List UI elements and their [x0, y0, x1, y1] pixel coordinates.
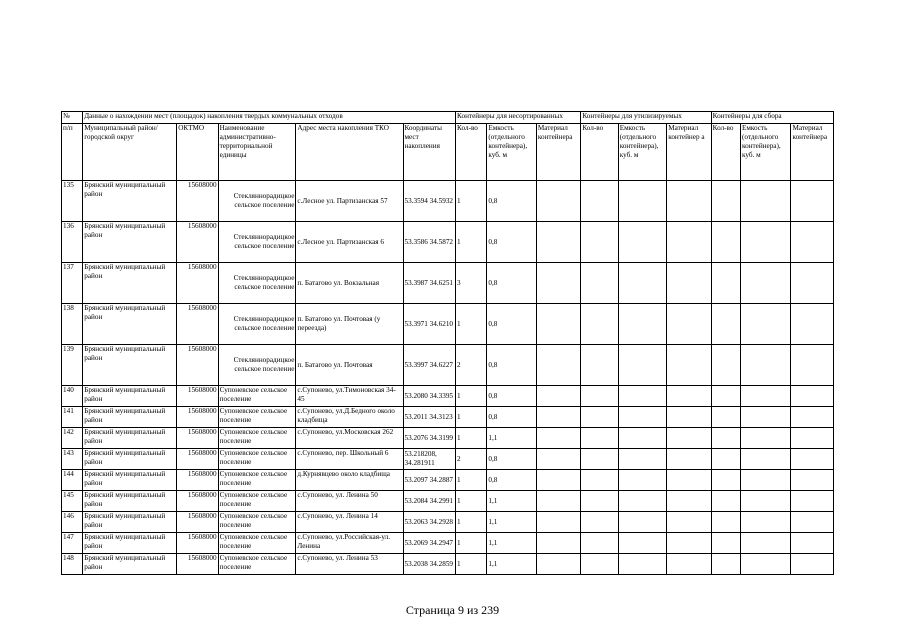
cell-address: с.Супонево, ул. Ленина 53 [296, 554, 403, 575]
cell-count2 [581, 470, 618, 491]
cell-settlement: Супоневское сельское поселение [218, 407, 296, 428]
cell-volume: 0,8 [487, 181, 537, 222]
cell-count: 1 [456, 181, 487, 222]
cell-count: 2 [456, 345, 487, 386]
cell-oktmo: 15608000 [177, 222, 218, 263]
table-row [62, 428, 834, 449]
header-volume: Емкость (отдельного контейнера), куб. м [487, 124, 537, 181]
cell-district: Брянский муниципальный район [83, 386, 177, 407]
cell-oktmo: 15608000 [177, 181, 218, 222]
cell-district: Брянский муниципальный район [83, 491, 177, 512]
cell-number: 140 [62, 386, 83, 407]
table-row [62, 345, 834, 386]
cell-volume2 [618, 554, 667, 575]
header-group-recycle: Контейнеры для утилизируемых [581, 112, 711, 124]
cell-district: Брянский муниципальный район [83, 181, 177, 222]
cell-volume2 [618, 407, 667, 428]
cell-address: с.Супонево, ул.Д.Бедного около кладбища [296, 407, 403, 428]
cell-address: с.Супонево, ул.Тимоновская 34-45 [296, 386, 403, 407]
cell-district: Брянский муниципальный район [83, 554, 177, 575]
cell-volume: 1,1 [487, 512, 537, 533]
cell-volume2 [618, 512, 667, 533]
header-group-location: Данные о нахождении мест (площадок) накопления твердых коммунальных отходов [83, 112, 456, 124]
cell-address: п. Батагово ул. Вокзальная [296, 263, 403, 304]
table-row [62, 491, 834, 512]
cell-count3 [711, 181, 740, 222]
cell-material [536, 428, 580, 449]
table-row [62, 407, 834, 428]
cell-settlement: Супоневское сельское поселение [218, 470, 296, 491]
cell-settlement: Супоневское сельское поселение [218, 512, 296, 533]
cell-count3 [711, 491, 740, 512]
cell-oktmo: 15608000 [177, 470, 218, 491]
cell-district: Брянский муниципальный район [83, 428, 177, 449]
cell-coords: 53.2069 34.2947 [403, 533, 456, 554]
header-address: Адрес места накопления ТКО [296, 124, 403, 181]
cell-oktmo: 15608000 [177, 491, 218, 512]
header-group-collect: Контейнеры для сбора [711, 112, 833, 124]
cell-volume: 0,8 [487, 345, 537, 386]
cell-count3 [711, 470, 740, 491]
header-count2: Кол-во [581, 124, 618, 181]
cell-volume3 [740, 263, 791, 304]
cell-district: Брянский муниципальный район [83, 222, 177, 263]
cell-district: Брянский муниципальный район [83, 533, 177, 554]
header-count3: Кол-во [711, 124, 740, 181]
cell-volume2 [618, 263, 667, 304]
cell-settlement: Стекляннорадицкое сельское поселение [218, 181, 296, 222]
cell-address: с.Лесное ул. Партизанская 6 [296, 222, 403, 263]
header-material3: Материал контейнера [791, 124, 834, 181]
cell-material2 [667, 181, 711, 222]
cell-volume: 0,8 [487, 263, 537, 304]
cell-volume2 [618, 181, 667, 222]
cell-volume: 1,1 [487, 554, 537, 575]
cell-number: 136 [62, 222, 83, 263]
cell-material3 [791, 386, 834, 407]
cell-district: Брянский муниципальный район [83, 407, 177, 428]
cell-material2 [667, 470, 711, 491]
cell-address: д.Курнявцево около кладбища [296, 470, 403, 491]
cell-address: с.Супонево, ул.Российская-ул. Ленина [296, 533, 403, 554]
cell-address: с.Супонево, пер. Школьный 6 [296, 449, 403, 470]
cell-volume3 [740, 428, 791, 449]
cell-volume3 [740, 470, 791, 491]
cell-material [536, 263, 580, 304]
cell-district: Брянский муниципальный район [83, 512, 177, 533]
cell-volume3 [740, 554, 791, 575]
cell-material [536, 533, 580, 554]
cell-coords: 53.3586 34.5872 [403, 222, 456, 263]
cell-volume: 0,8 [487, 222, 537, 263]
cell-material3 [791, 554, 834, 575]
cell-count: 2 [456, 449, 487, 470]
cell-count: 1 [456, 407, 487, 428]
cell-material3 [791, 533, 834, 554]
cell-number: 148 [62, 554, 83, 575]
cell-material3 [791, 181, 834, 222]
cell-material [536, 554, 580, 575]
cell-material3 [791, 263, 834, 304]
cell-count3 [711, 533, 740, 554]
table-row [62, 222, 834, 263]
cell-volume3 [740, 512, 791, 533]
cell-volume: 1,1 [487, 533, 537, 554]
cell-volume2 [618, 386, 667, 407]
cell-volume3 [740, 386, 791, 407]
cell-number: 143 [62, 449, 83, 470]
cell-volume2 [618, 491, 667, 512]
cell-settlement: Супоневское сельское поселение [218, 428, 296, 449]
registry-table [61, 111, 834, 575]
cell-address: п. Батагово ул. Почтовая (у переезда) [296, 304, 403, 345]
cell-count: 1 [456, 470, 487, 491]
cell-volume: 1,1 [487, 428, 537, 449]
cell-settlement: Супоневское сельское поселение [218, 533, 296, 554]
cell-material2 [667, 533, 711, 554]
table-row [62, 470, 834, 491]
cell-settlement: Стекляннорадицкое сельское поселение [218, 304, 296, 345]
header-material: Материал контейнера [536, 124, 580, 181]
cell-material3 [791, 407, 834, 428]
cell-district: Брянский муниципальный район [83, 304, 177, 345]
cell-count3 [711, 345, 740, 386]
cell-number: 135 [62, 181, 83, 222]
cell-district: Брянский муниципальный район [83, 449, 177, 470]
cell-coords: 53.2080 34.3395 [403, 386, 456, 407]
cell-coords: 53.3971 34.6210 [403, 304, 456, 345]
cell-volume2 [618, 449, 667, 470]
cell-oktmo: 15608000 [177, 449, 218, 470]
header-num2: п/п [62, 124, 83, 181]
cell-volume2 [618, 428, 667, 449]
cell-material2 [667, 386, 711, 407]
cell-material3 [791, 512, 834, 533]
cell-settlement: Супоневское сельское поселение [218, 491, 296, 512]
cell-material [536, 181, 580, 222]
cell-address: с.Супонево, ул.Московская 262 [296, 428, 403, 449]
cell-material [536, 449, 580, 470]
cell-count2 [581, 512, 618, 533]
cell-volume2 [618, 345, 667, 386]
table-row [62, 304, 834, 345]
cell-material3 [791, 428, 834, 449]
cell-material2 [667, 222, 711, 263]
header-num: № [62, 112, 83, 124]
table-row [62, 533, 834, 554]
cell-volume2 [618, 304, 667, 345]
header-volume3: Емкость (отдельного контейнера), куб. м [740, 124, 791, 181]
cell-address: с.Супонево, ул. Ленина 14 [296, 512, 403, 533]
cell-count2 [581, 491, 618, 512]
cell-material [536, 345, 580, 386]
header-municipal: Муниципальный район/городской округ [83, 124, 177, 181]
cell-material2 [667, 407, 711, 428]
cell-count: 1 [456, 386, 487, 407]
cell-coords: 53.3594 34.5932 [403, 181, 456, 222]
table-row [62, 554, 834, 575]
cell-count2 [581, 181, 618, 222]
cell-coords: 53.2076 34.3199 [403, 428, 456, 449]
cell-number: 138 [62, 304, 83, 345]
cell-count: 3 [456, 263, 487, 304]
header-columns-row [62, 124, 834, 181]
cell-count2 [581, 222, 618, 263]
cell-count2 [581, 449, 618, 470]
cell-settlement: Стекляннорадицкое сельское поселение [218, 263, 296, 304]
cell-number: 145 [62, 491, 83, 512]
cell-volume: 0,8 [487, 449, 537, 470]
cell-volume2 [618, 533, 667, 554]
cell-volume3 [740, 304, 791, 345]
cell-count2 [581, 304, 618, 345]
cell-count2 [581, 263, 618, 304]
page-number: Страница 9 из 239 [405, 603, 500, 617]
table-row [62, 386, 834, 407]
cell-material2 [667, 491, 711, 512]
cell-number: 139 [62, 345, 83, 386]
cell-coords: 53.2038 34.2859 [403, 554, 456, 575]
cell-coords: 53.2097 34.2887 [403, 470, 456, 491]
cell-oktmo: 15608000 [177, 428, 218, 449]
header-coords: Координаты мест накопления [403, 124, 456, 181]
cell-count2 [581, 407, 618, 428]
cell-count3 [711, 554, 740, 575]
cell-volume: 0,8 [487, 470, 537, 491]
cell-number: 146 [62, 512, 83, 533]
cell-count2 [581, 345, 618, 386]
header-name: Наименование административно-территориальной единицы [218, 124, 296, 181]
cell-coords: 53.2063 34.2928 [403, 512, 456, 533]
cell-oktmo: 15608000 [177, 263, 218, 304]
cell-volume2 [618, 222, 667, 263]
table-row [62, 181, 834, 222]
cell-volume3 [740, 449, 791, 470]
cell-material2 [667, 554, 711, 575]
cell-number: 147 [62, 533, 83, 554]
cell-settlement: Стекляннорадицкое сельское поселение [218, 222, 296, 263]
cell-volume3 [740, 222, 791, 263]
cell-material2 [667, 428, 711, 449]
cell-count2 [581, 386, 618, 407]
cell-material [536, 222, 580, 263]
cell-material [536, 386, 580, 407]
cell-count: 1 [456, 428, 487, 449]
cell-volume: 0,8 [487, 304, 537, 345]
header-volume2: Емкость (отдельного контейнера), куб. м [618, 124, 667, 181]
cell-count: 1 [456, 304, 487, 345]
cell-oktmo: 15608000 [177, 345, 218, 386]
table-row [62, 449, 834, 470]
cell-material3 [791, 222, 834, 263]
cell-material3 [791, 491, 834, 512]
cell-coords: 53.2011 34.3123 [403, 407, 456, 428]
header-group-row [62, 112, 834, 124]
cell-district: Брянский муниципальный район [83, 470, 177, 491]
cell-oktmo: 15608000 [177, 407, 218, 428]
cell-material3 [791, 449, 834, 470]
cell-count3 [711, 222, 740, 263]
cell-volume: 1,1 [487, 491, 537, 512]
cell-coords: 53.2084 34.2991 [403, 491, 456, 512]
cell-address: с.Лесное ул. Партизанская 57 [296, 181, 403, 222]
cell-count3 [711, 407, 740, 428]
cell-volume: 0,8 [487, 407, 537, 428]
header-group-unsorted: Контейнеры для несортированных [456, 112, 581, 124]
cell-coords: 53.3987 34.6251 [403, 263, 456, 304]
cell-material3 [791, 470, 834, 491]
cell-count3 [711, 512, 740, 533]
cell-coords: 53.218208, 34.281911 [403, 449, 456, 470]
cell-material2 [667, 304, 711, 345]
cell-material [536, 470, 580, 491]
cell-oktmo: 15608000 [177, 512, 218, 533]
cell-volume: 0,8 [487, 386, 537, 407]
cell-count2 [581, 533, 618, 554]
cell-volume3 [740, 533, 791, 554]
cell-count3 [711, 449, 740, 470]
header-material2: Материал контейнер а [667, 124, 711, 181]
cell-count2 [581, 554, 618, 575]
cell-settlement: Супоневское сельское поселение [218, 449, 296, 470]
cell-count: 1 [456, 491, 487, 512]
cell-material3 [791, 304, 834, 345]
cell-district: Брянский муниципальный район [83, 345, 177, 386]
cell-coords: 53.3997 34.6227 [403, 345, 456, 386]
cell-number: 144 [62, 470, 83, 491]
cell-count2 [581, 428, 618, 449]
cell-number: 137 [62, 263, 83, 304]
cell-number: 142 [62, 428, 83, 449]
cell-district: Брянский муниципальный район [83, 263, 177, 304]
cell-count3 [711, 304, 740, 345]
header-count: Кол-во [456, 124, 487, 181]
cell-oktmo: 15608000 [177, 386, 218, 407]
cell-material2 [667, 263, 711, 304]
cell-count: 1 [456, 554, 487, 575]
cell-material [536, 491, 580, 512]
cell-material [536, 407, 580, 428]
table-row [62, 263, 834, 304]
cell-material2 [667, 512, 711, 533]
cell-material2 [667, 345, 711, 386]
cell-count3 [711, 428, 740, 449]
cell-material [536, 304, 580, 345]
cell-count: 1 [456, 222, 487, 263]
cell-oktmo: 15608000 [177, 304, 218, 345]
cell-material2 [667, 449, 711, 470]
cell-count: 1 [456, 512, 487, 533]
cell-volume3 [740, 491, 791, 512]
cell-address: с.Супонево, ул. Ленина 50 [296, 491, 403, 512]
cell-count: 1 [456, 533, 487, 554]
cell-settlement: Стекляннорадицкое сельское поселение [218, 345, 296, 386]
cell-settlement: Супоневское сельское поселение [218, 554, 296, 575]
cell-settlement: Супоневское сельское поселение [218, 386, 296, 407]
cell-number: 141 [62, 407, 83, 428]
cell-count3 [711, 386, 740, 407]
header-oktmo: ОКТМО [177, 124, 218, 181]
cell-volume2 [618, 470, 667, 491]
cell-count3 [711, 263, 740, 304]
table-row [62, 512, 834, 533]
cell-oktmo: 15608000 [177, 554, 218, 575]
cell-oktmo: 15608000 [177, 533, 218, 554]
cell-address: п. Батагово ул. Почтовая [296, 345, 403, 386]
cell-material [536, 512, 580, 533]
cell-material3 [791, 345, 834, 386]
cell-volume3 [740, 345, 791, 386]
cell-volume3 [740, 181, 791, 222]
cell-volume3 [740, 407, 791, 428]
